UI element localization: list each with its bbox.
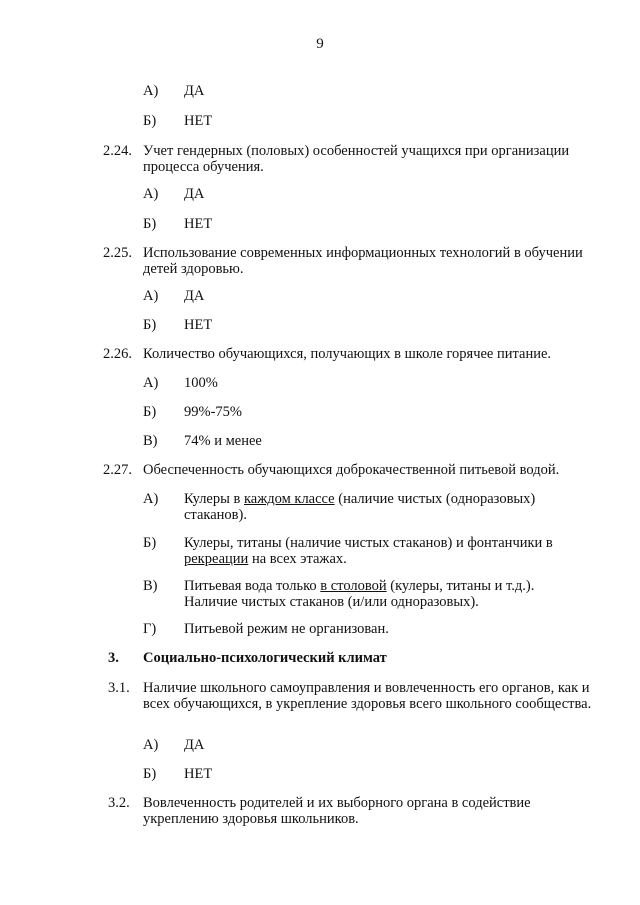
option-letter: А) xyxy=(143,186,159,202)
option-letter: Б) xyxy=(143,317,157,333)
item-text: Социально-психологический климат xyxy=(143,650,387,666)
item-number: 3. xyxy=(108,650,119,666)
option-text: ДА xyxy=(184,737,205,753)
option-text: НЕТ xyxy=(184,317,213,333)
option-letter: Б) xyxy=(143,216,157,232)
item-number: 2.25. xyxy=(103,245,132,261)
option-letter: А) xyxy=(143,375,159,391)
item-number: 3.1. xyxy=(108,680,130,696)
option-letter: Б) xyxy=(143,766,157,782)
option-text: Питьевая вода только в столовой (кулеры, титаны и т.д.). Наличие чистых стаканов (и/или одноразовых). xyxy=(184,578,535,610)
option-text: 100% xyxy=(184,375,218,391)
item-text: Наличие школьного самоуправления и вовлеченность его органов, как и всех обучающихся, в укрепление здоровья всего школьного сообщества. xyxy=(143,680,592,712)
option-text: ДА xyxy=(184,288,205,304)
option-text: 74% и менее xyxy=(184,433,262,449)
option-letter: В) xyxy=(143,433,158,449)
item-number: 2.27. xyxy=(103,462,132,478)
option-text: НЕТ xyxy=(184,113,213,129)
option-text: Питьевой режим не организован. xyxy=(184,621,389,637)
option-letter: Г) xyxy=(143,621,157,637)
option-text: 99%-75% xyxy=(184,404,242,420)
option-letter: Б) xyxy=(143,535,157,551)
item-number: 2.24. xyxy=(103,143,132,159)
item-number: 2.26. xyxy=(103,346,132,362)
item-text: Вовлеченность родителей и их выборного органа в содействие укреплению здоровья школьников. xyxy=(143,795,531,827)
option-text: Кулеры, титаны (наличие чистых стаканов) и фонтанчики в рекреации на всех этажах. xyxy=(184,535,553,567)
item-number: 3.2. xyxy=(108,795,130,811)
option-text: Кулеры в каждом классе (наличие чистых (одноразовых) стаканов). xyxy=(184,491,536,523)
option-letter: А) xyxy=(143,491,159,507)
option-text: НЕТ xyxy=(184,766,213,782)
option-letter: А) xyxy=(143,83,159,99)
item-text: Учет гендерных (половых) особенностей учащихся при организации процесса обучения. xyxy=(143,143,570,175)
option-letter: А) xyxy=(143,737,159,753)
option-letter: А) xyxy=(143,288,159,304)
option-letter: Б) xyxy=(143,404,157,420)
page-number: 9 xyxy=(316,36,324,52)
item-text: Обеспеченность обучающихся доброкачественной питьевой водой. xyxy=(143,462,560,478)
option-text: ДА xyxy=(184,186,205,202)
option-text: НЕТ xyxy=(184,216,213,232)
item-text: Использование современных информационных технологий в обучении детей здоровью. xyxy=(143,245,583,277)
option-letter: Б) xyxy=(143,113,157,129)
option-text: ДА xyxy=(184,83,205,99)
item-text: Количество обучающихся, получающих в школе горячее питание. xyxy=(143,346,552,362)
option-letter: В) xyxy=(143,578,158,594)
